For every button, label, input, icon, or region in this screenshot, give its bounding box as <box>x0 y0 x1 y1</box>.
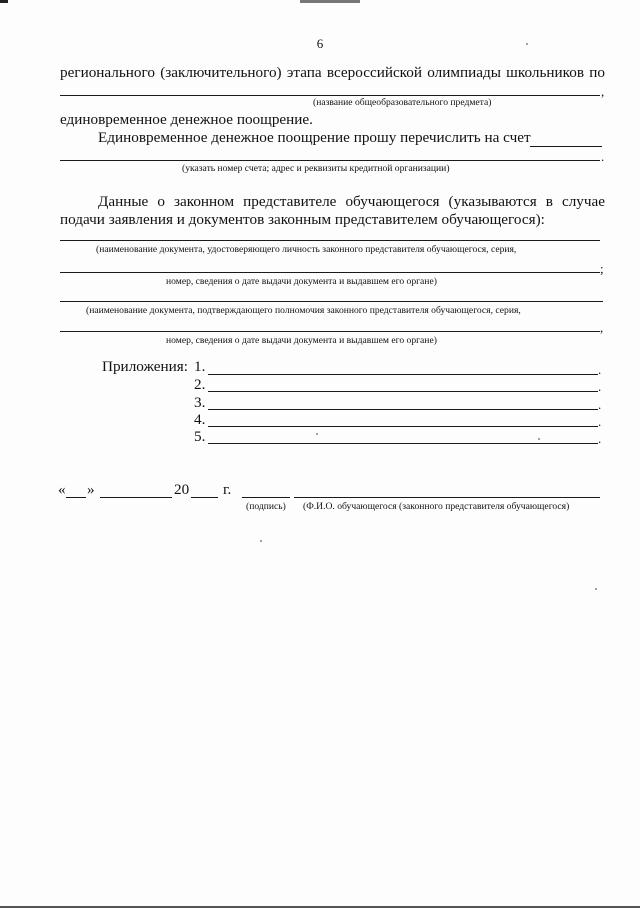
attachment-field-4[interactable] <box>208 426 598 427</box>
date-year-suffix: г. <box>223 481 232 498</box>
page-number: 6 <box>316 36 324 51</box>
date-quote-open: « <box>58 481 66 498</box>
attachment-end-1: . <box>598 362 602 377</box>
attachment-end-3: . <box>598 397 602 412</box>
attachment-number-3: 3. <box>194 394 206 411</box>
attachment-number-4: 4. <box>194 411 206 428</box>
date-day-field[interactable] <box>66 497 86 498</box>
date-quote-close: » <box>87 481 95 498</box>
authority-doc-caption-b: номер, сведения о дате выдачи документа и выдавшем его органе) <box>166 335 437 346</box>
identity-doc-caption-b: номер, сведения о дате выдачи документа и выдавшем его органе) <box>166 276 437 287</box>
attachment-field-3[interactable] <box>208 409 598 410</box>
representative-heading-line1: Данные о законном представителе обучающегося (указываются в случае <box>98 193 605 210</box>
date-month-field[interactable] <box>100 497 172 498</box>
attachment-number-5: 5. <box>194 428 206 445</box>
identity-doc-number-field-line[interactable] <box>60 272 600 273</box>
attachment-end-2: . <box>598 379 602 394</box>
attachment-end-4: . <box>598 414 602 429</box>
identity-doc-caption-a: (наименование документа, удостоверяющего личность законного представителя обучающегося, серия, <box>96 244 517 255</box>
scan-speck <box>526 43 528 45</box>
reward-text: единовременное денежное поощрение. <box>60 111 313 128</box>
olympiad-stage-text: регионального (заключительного) этапа всероссийской олимпиады школьников по <box>60 64 605 81</box>
attachment-end-5: . <box>598 431 602 446</box>
scan-speck <box>316 433 318 435</box>
date-year-field[interactable] <box>191 497 218 498</box>
subject-end-comma: , <box>601 84 605 99</box>
authority-doc-field-line[interactable] <box>60 301 603 302</box>
scan-speck <box>595 588 597 590</box>
attachment-number-2: 2. <box>194 376 206 393</box>
signature-field[interactable] <box>242 497 290 498</box>
full-name-caption: (Ф.И.О. обучающегося (законного представителя обучающегося) <box>303 501 570 512</box>
scan-speck <box>538 438 540 440</box>
subject-caption: (название общеобразовательного предмета) <box>313 97 492 108</box>
authority-doc-number-field-line[interactable] <box>60 331 600 332</box>
account-field-line-short[interactable] <box>530 146 602 147</box>
scan-top-edge <box>0 0 640 3</box>
attachments-label: Приложения: <box>102 358 188 375</box>
account-end-period: . <box>601 149 605 164</box>
date-year-prefix: 20 <box>174 481 190 498</box>
signature-caption: (подпись) <box>246 501 286 512</box>
scan-speck <box>260 540 262 542</box>
identity-doc-end-semicolon: ; <box>600 261 604 276</box>
attachment-field-5[interactable] <box>208 443 598 444</box>
attachment-field-2[interactable] <box>208 391 598 392</box>
identity-doc-field-line[interactable] <box>60 240 600 241</box>
transfer-request-text: Единовременное денежное поощрение прошу перечислить на счет <box>98 129 531 146</box>
subject-field-line[interactable] <box>60 95 600 96</box>
full-name-field[interactable] <box>294 497 600 498</box>
authority-doc-end-comma: , <box>600 320 604 335</box>
account-field-line[interactable] <box>60 160 600 161</box>
account-caption: (указать номер счета; адрес и реквизиты кредитной организации) <box>182 163 450 174</box>
attachment-field-1[interactable] <box>208 374 598 375</box>
representative-heading-line2: подачи заявления и документов законным представителем обучающегося): <box>60 211 545 228</box>
attachment-number-1: 1. <box>194 358 206 375</box>
authority-doc-caption-a: (наименование документа, подтверждающего полномочия законного представителя обучающегося, серия, <box>86 305 521 316</box>
